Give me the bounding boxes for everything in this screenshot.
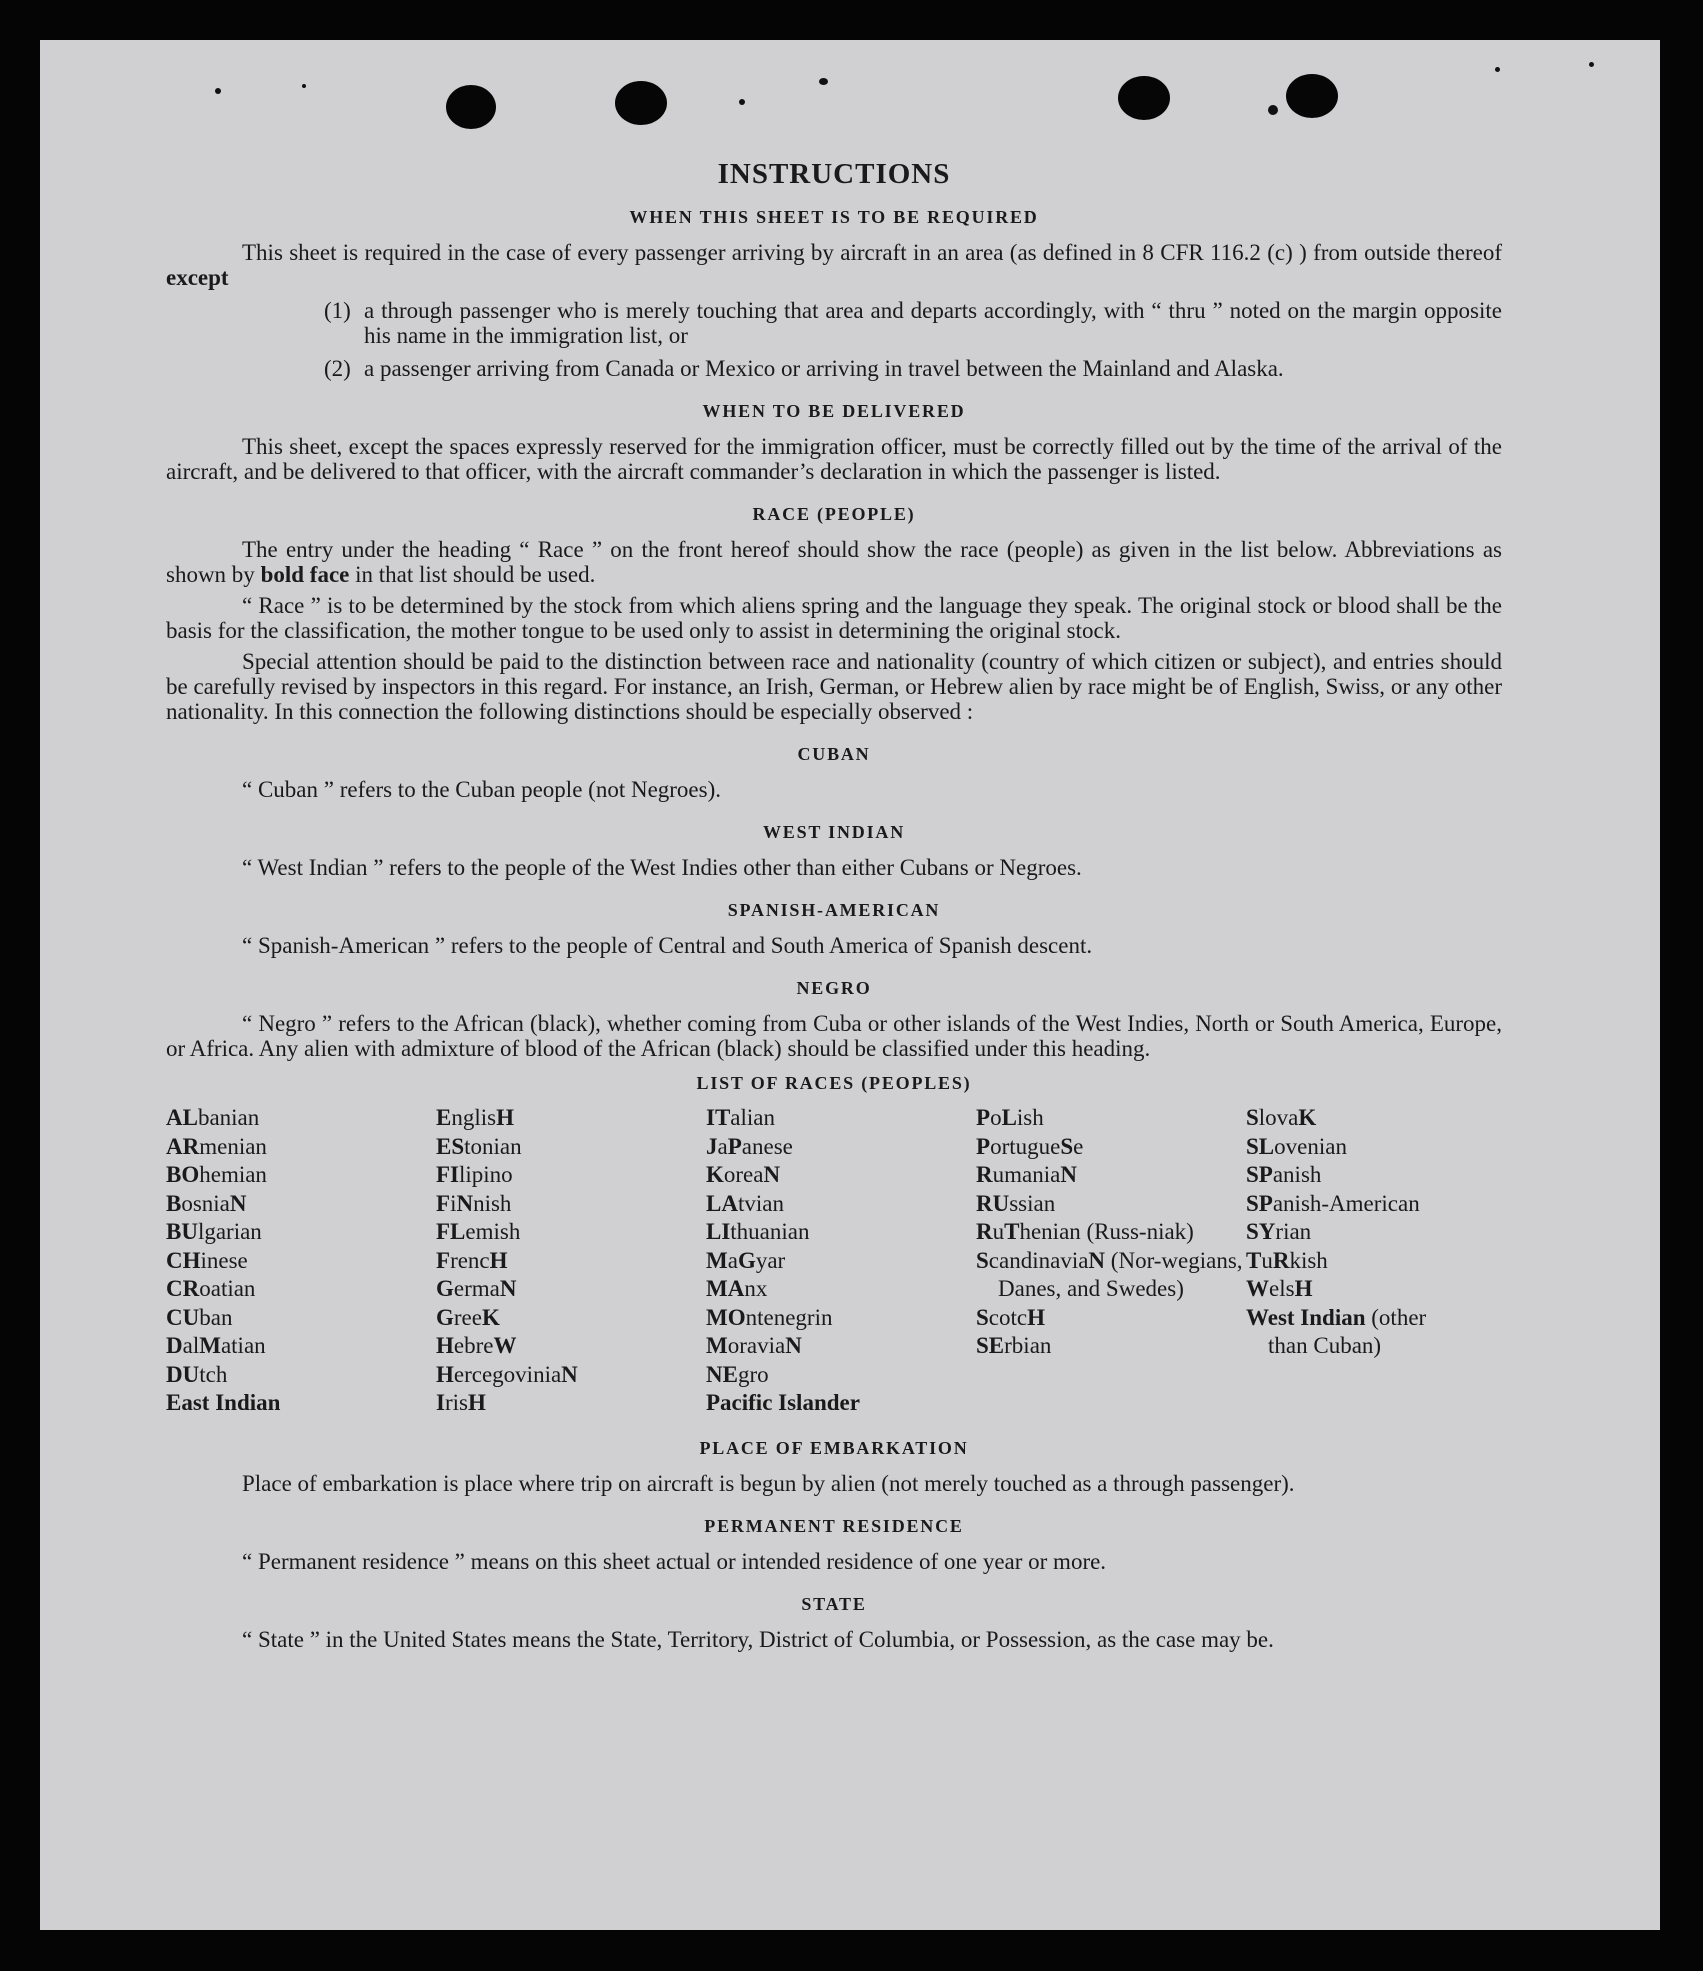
heading-permanent-residence: PERMANENT RESIDENCE: [704, 1515, 964, 1536]
race-entry: ScotcH: [976, 1304, 1045, 1330]
punch-hole: [1286, 74, 1338, 118]
race-entry: MAnx: [706, 1276, 768, 1301]
heading-race: RACE (PEOPLE): [752, 504, 916, 524]
race-column: [976, 1104, 1246, 1418]
race-entry: CUban: [166, 1304, 233, 1330]
race-column: [1246, 1104, 1466, 1418]
residence-text: “ Permanent residence ” means on this sheet actual or intended residence of one year or more.: [242, 1548, 1107, 1574]
cuban-text: “ Cuban ” refers to the Cuban people (not Negroes).: [242, 777, 722, 802]
delivered-text: This sheet, except the spaces expressly reserved for the immigration officer, must be correctly filled out by the time of the arrival of the aircraft, and be delivered to that officer, with the aircraft commander’s declaration in which the passenger is listed.: [166, 434, 1502, 484]
race-entry: LIthuanian: [706, 1219, 810, 1244]
race-entry: SYrian: [1246, 1219, 1312, 1244]
race-entry: ITalian: [706, 1105, 775, 1130]
race-entry: DUtch: [166, 1361, 228, 1387]
race-entry: MOntenegrin: [706, 1304, 833, 1330]
race-entry: EStonian: [436, 1133, 522, 1159]
race-column: [166, 1104, 436, 1418]
negro-text: “ Negro ” refers to the African (black), whether coming from Cuba or other islands of the West Indies, North or South America, Europe, or Africa. Any alien with admixture of blood of the African (black) should be classified under this heading.: [166, 1011, 1502, 1061]
speck: [302, 84, 306, 88]
speck: [215, 88, 221, 94]
speck: [819, 78, 828, 85]
race-entry: BOhemian: [166, 1162, 267, 1187]
race-entry: EnglisH: [436, 1105, 514, 1130]
race-paragraph: Special attention should be paid to the distinction between race and nationality (country of which citizen or subject), and entries should be carefully revised by inspectors in this regard. For instance, an Irish, German, or Hebrew alien by race might be of English, Swiss, or any other nationality. In this connection the following distinctions should be especially observed :: [166, 649, 1502, 724]
race-entry: BosniaN: [166, 1190, 247, 1216]
race-entry: SLovenian: [1246, 1133, 1347, 1159]
race-list: [166, 1104, 1502, 1418]
exception-item: (1) a through passenger who is merely touching that area and departs accordingly, with “ thru ” noted on the margin opposite his name in the immigration list, or: [324, 298, 1502, 348]
speck: [1268, 105, 1278, 115]
race-entry: JaPanese: [706, 1133, 793, 1159]
west-indian-text: “ West Indian ” refers to the people of the West Indies other than either Cubans or Negroes.: [242, 855, 1082, 880]
race-column: [706, 1104, 976, 1418]
state-text: “ State ” in the United States means the State, Territory, District of Columbia, or Possession, as the case may be.: [242, 1626, 1274, 1652]
page-title: INSTRUCTIONS: [717, 158, 951, 190]
exception-item: (2) a passenger arriving from Canada or Mexico or arriving in travel between the Mainland and Alaska.: [324, 356, 1284, 381]
heading-west-indian: WEST INDIAN: [762, 822, 905, 842]
race-entry: NEgro: [706, 1361, 769, 1387]
race-entry: ARmenian: [166, 1133, 267, 1159]
race-entry: DalMatian: [166, 1333, 266, 1358]
punch-hole: [1118, 76, 1170, 120]
race-entry: ScandinaviaN (Nor-wegians, Danes, and Swedes): [976, 1247, 1243, 1301]
race-entry: CHinese: [166, 1247, 248, 1273]
race-entry: SlovaK: [1246, 1105, 1317, 1130]
race-entry: RumaniaN: [976, 1162, 1077, 1187]
heading-negro: NEGRO: [796, 978, 872, 998]
race-column: [436, 1104, 706, 1418]
punch-hole: [615, 81, 667, 125]
heading-when-required: WHEN THIS SHEET IS TO BE REQUIRED: [629, 207, 1039, 227]
race-entry: HercegoviniaN: [436, 1361, 578, 1387]
race-entry: ALbanian: [166, 1105, 260, 1130]
race-entry: MaGyar: [706, 1247, 786, 1273]
heading-state: STATE: [801, 1593, 867, 1614]
required-intro: This sheet is required in the case of every passenger arriving by aircraft in an area (as defined in 8 CFR 116.2 (c) ) from outside thereof except: [166, 240, 1502, 290]
spanish-american-text: “ Spanish-American ” refers to the people of Central and South America of Spanish descent.: [242, 933, 1093, 958]
race-entry: GreeK: [436, 1304, 500, 1330]
race-entry: FiNnish: [436, 1190, 512, 1216]
race-entry: BUlgarian: [166, 1219, 262, 1244]
race-entry: PoLish: [976, 1105, 1044, 1130]
race-entry: SPanish-American: [1246, 1190, 1420, 1216]
speck: [1495, 67, 1500, 72]
heading-spanish-american: SPANISH-AMERICAN: [727, 900, 941, 920]
heading-cuban: CUBAN: [797, 744, 871, 764]
race-entry: PortugueSe: [976, 1133, 1084, 1159]
race-entry: SErbian: [976, 1333, 1052, 1358]
race-paragraph: “ Race ” is to be determined by the stock from which aliens spring and the language they speak. The original stock or blood shall be the basis for the classification, the mother tongue to be used only to assist in determining the original stock.: [166, 593, 1502, 643]
race-entry: WelsH: [1246, 1276, 1313, 1301]
embarkation-text: Place of embarkation is place where trip on aircraft is begun by alien (not merely touched as a through passenger).: [242, 1470, 1295, 1496]
race-entry: RUssian: [976, 1190, 1056, 1216]
race-entry: KoreaN: [706, 1162, 781, 1187]
race-entry: IrisH: [436, 1390, 486, 1415]
race-entry: West Indian (other than Cuban): [1246, 1304, 1427, 1358]
race-paragraph: The entry under the heading “ Race ” on the front hereof should show the race (people) as given in the list below. Abbreviations as shown by bold face in that list should be used.: [166, 537, 1502, 587]
heading-list-of-races: LIST OF RACES (PEOPLES): [696, 1073, 972, 1093]
race-entry: TuRkish: [1246, 1247, 1328, 1273]
race-entry: CRoatian: [166, 1276, 256, 1301]
heading-embarkation: PLACE OF EMBARKATION: [699, 1437, 969, 1458]
race-entry: RuThenian (Russ-niak): [976, 1219, 1194, 1244]
race-entry: MoraviaN: [706, 1333, 802, 1358]
speck: [1589, 62, 1594, 67]
race-entry: GermaN: [436, 1276, 517, 1301]
race-entry: FLemish: [436, 1219, 521, 1244]
race-entry: LAtvian: [706, 1190, 784, 1216]
speck: [739, 99, 745, 105]
race-entry: East Indian: [166, 1390, 281, 1415]
race-entry: HebreW: [436, 1333, 517, 1358]
race-entry: FrencH: [436, 1247, 508, 1273]
heading-when-delivered: WHEN TO BE DELIVERED: [702, 401, 966, 421]
race-entry: FIlipino: [436, 1162, 513, 1187]
race-entry: SPanish: [1246, 1162, 1322, 1187]
race-entry: Pacific Islander: [706, 1390, 860, 1415]
instructions-content: [166, 122, 1502, 1658]
